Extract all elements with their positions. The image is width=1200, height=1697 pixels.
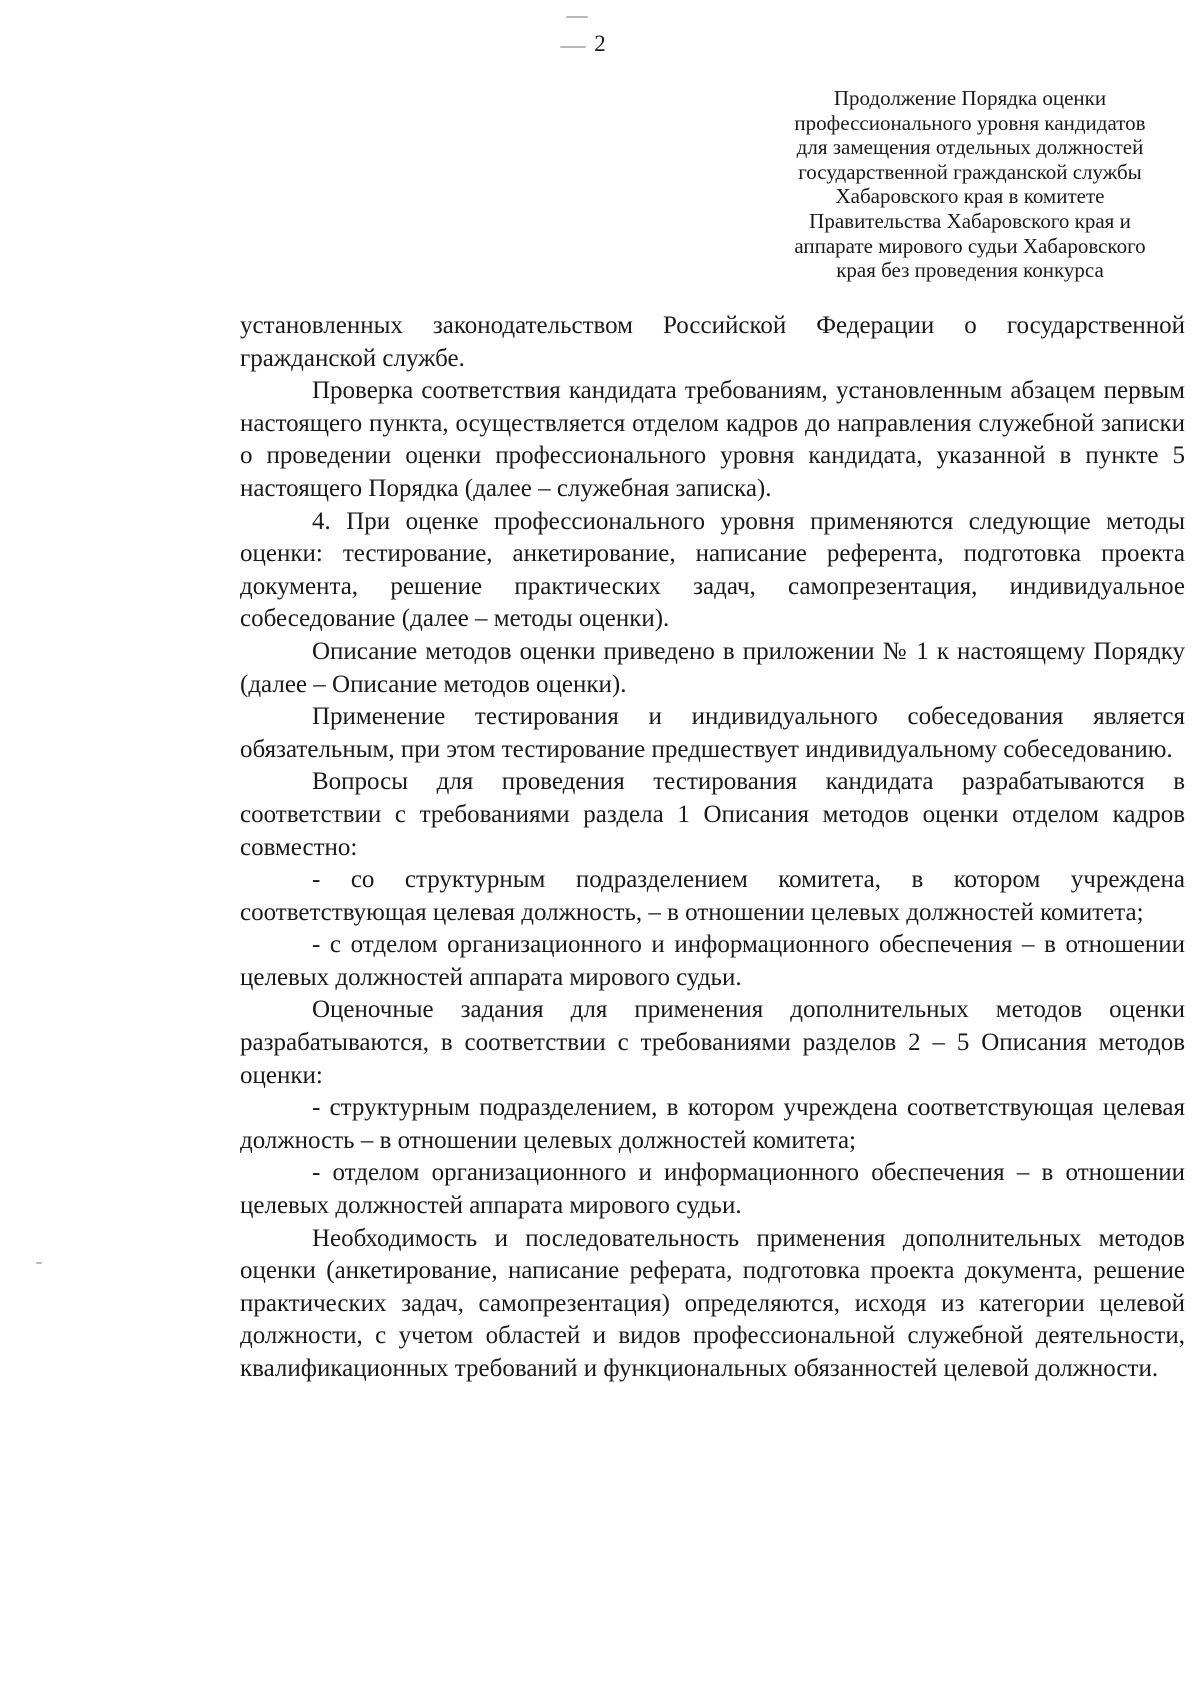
paragraph: Оценочные задания для применения дополнительных методов оценки разрабатываются, в соответствии с требованиями разделов 2 – 5 Описания методов оценки: [240, 996, 1185, 1089]
header-line: Продолжение Порядка оценки [833, 86, 1107, 110]
scan-artifact [566, 16, 588, 18]
paragraph: установленных законодательством Российской Федерации о государственной гражданской службе. [240, 312, 1185, 372]
paragraph: Описание методов оценки приведено в приложении № 1 к настоящему Порядку (далее – Описание методов оценки). [240, 637, 1185, 698]
list-item: - структурным подразделением, в котором учреждена соответствующая целевая должность – в отношении целевых должностей комитета; [240, 1094, 1185, 1154]
document-body [240, 310, 1185, 1386]
header-line: профессионального уровня кандидатов [794, 110, 1146, 135]
header-line: государственной гражданской службы [798, 159, 1142, 184]
list-item: - со структурным подразделением комитета, в котором учреждена соответствующая целевая должность, – в отношении целевых должностей комитета; [240, 866, 1185, 926]
page-number: 2 [594, 31, 606, 56]
paragraph: Необходимость и последовательность применения дополнительных методов оценки (анкетирование, написание реферата, подготовка проекта документа, решение практических задач, самопрезентация) определяются, исходя из категории целевой должности, с учетом областей и видов профессиональной служебной деятельности, квалификационных требований и функциональных обязанностей целевой должности. [240, 1224, 1185, 1382]
paragraph: 4. При оценке профессионального уровня применяются следующие методы оценки: тестирование, анкетирование, написание референта, подготовка проекта документа, решение практических задач, самопрезентация, индивидуальное собеседование (далее – методы оценки). [240, 507, 1185, 633]
document-header [760, 86, 1180, 283]
paragraph: Проверка соответствия кандидата требованиям, установленным абзацем первым настоящего пункта, осуществляется отделом кадров до направления служебной записки о проведении оценки профессионального уровня кандидата, указанной в пункте 5 настоящего Порядка (далее – служебная записка). [240, 377, 1185, 502]
header-line: Хабаровского края в комитете [835, 184, 1105, 209]
scan-artifact [36, 1262, 42, 1264]
header-line: Правительства Хабаровского края и [809, 208, 1131, 233]
header-line: для замещения отдельных должностей [796, 135, 1144, 160]
header-line: края без проведения конкурса [836, 258, 1104, 283]
list-item: - с отделом организационного и информационного обеспечения – в отношении целевых должностей аппарата мирового судьи. [240, 931, 1185, 991]
list-item: - отделом организационного и информационного обеспечения – в отношении целевых должностей аппарата мирового судьи. [240, 1159, 1185, 1220]
header-line: аппарате мирового судьи Хабаровского [794, 233, 1146, 258]
paragraph: Применение тестирования и индивидуального собеседования является обязательным, при этом тестирование предшествует индивидуальному собеседованию. [240, 703, 1185, 763]
paragraph: Вопросы для проведения тестирования кандидата разрабатываются в соответствии с требованиями раздела 1 Описания методов оценки отделом кадров совместно: [240, 768, 1185, 861]
scan-artifact [560, 46, 586, 48]
